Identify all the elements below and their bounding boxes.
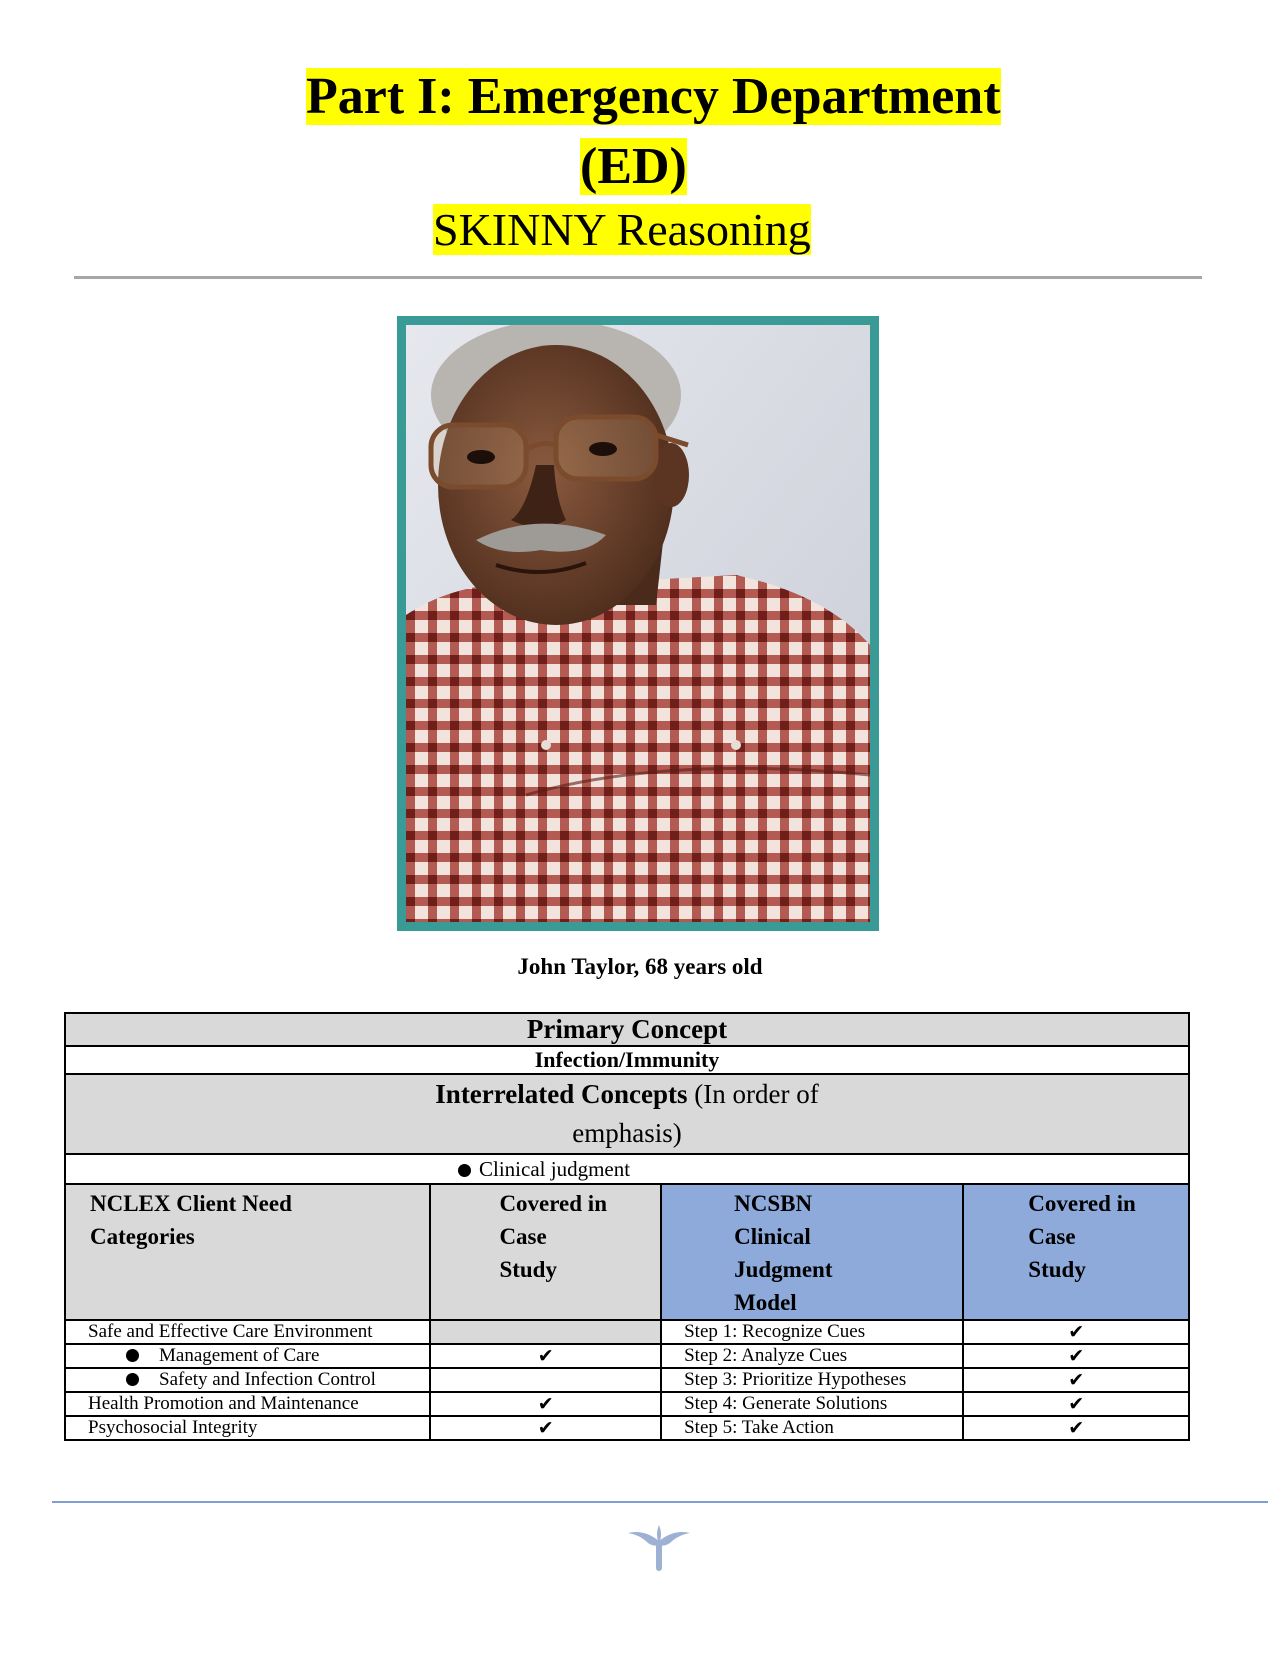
covered-left-cell [430, 1320, 661, 1344]
covered-left-cell [430, 1368, 661, 1392]
page-subtitle: SKINNY Reasoning [433, 204, 811, 255]
patient-caption: John Taylor, 68 years old [517, 954, 763, 979]
concept-table [64, 1012, 1190, 1441]
interrelated-concept-item [65, 1154, 1189, 1184]
covered-right-cell: ✔ [963, 1368, 1189, 1392]
primary-concept-value: Infection/Immunity [65, 1046, 1189, 1074]
page-title-continued: (ED) [580, 138, 687, 195]
bullet-icon [458, 1164, 471, 1177]
nclex-cell: Psychosocial Integrity [65, 1416, 430, 1440]
patient-photo [406, 325, 870, 922]
title-divider [74, 276, 1202, 279]
ncsbn-cell: Step 3: Prioritize Hypotheses [661, 1368, 963, 1392]
covered-left-cell: ✔ [430, 1392, 661, 1416]
table-row [65, 1368, 1189, 1392]
covered-left-cell: ✔ [430, 1344, 661, 1368]
ncsbn-cell: Step 2: Analyze Cues [661, 1344, 963, 1368]
header-ncsbn: NCSBN Clinical Judgment Model [661, 1184, 963, 1320]
nclex-cell: Safety and Infection Control [65, 1368, 430, 1392]
table-row [65, 1416, 1189, 1440]
header-nclex: NCLEX Client Need Categories [65, 1184, 430, 1320]
patient-portrait-illustration [406, 325, 870, 922]
ncsbn-cell: Step 1: Recognize Cues [661, 1320, 963, 1344]
covered-right-cell: ✔ [963, 1416, 1189, 1440]
page-title: Part I: Emergency Department [306, 68, 1001, 125]
covered-right-cell: ✔ [963, 1320, 1189, 1344]
table-row [65, 1392, 1189, 1416]
interrelated-concepts-note: (In order of emphasis) [572, 1079, 819, 1148]
table-row [65, 1344, 1189, 1368]
primary-concept-label: Primary Concept [65, 1013, 1189, 1046]
footer-logo-icon [624, 1521, 694, 1573]
covered-right-cell: ✔ [963, 1344, 1189, 1368]
nclex-cell: Safe and Effective Care Environment [65, 1320, 430, 1344]
nclex-cell: Health Promotion and Maintenance [65, 1392, 430, 1416]
header-covered-right: Covered in Case Study [963, 1184, 1189, 1320]
interrelated-concept-label: Clinical judgment [479, 1157, 631, 1181]
patient-photo-frame [397, 316, 879, 931]
bullet-icon [126, 1349, 139, 1362]
interrelated-concepts-label: Interrelated Concepts [435, 1079, 688, 1109]
ncsbn-cell: Step 5: Take Action [661, 1416, 963, 1440]
interrelated-concepts-header [65, 1074, 1189, 1154]
covered-right-cell: ✔ [963, 1392, 1189, 1416]
footer-divider [52, 1501, 1268, 1503]
ncsbn-cell: Step 4: Generate Solutions [661, 1392, 963, 1416]
covered-left-cell: ✔ [430, 1416, 661, 1440]
bullet-icon [126, 1373, 139, 1386]
header-covered-left: Covered in Case Study [430, 1184, 661, 1320]
table-row [65, 1320, 1189, 1344]
nclex-cell: Management of Care [65, 1344, 430, 1368]
